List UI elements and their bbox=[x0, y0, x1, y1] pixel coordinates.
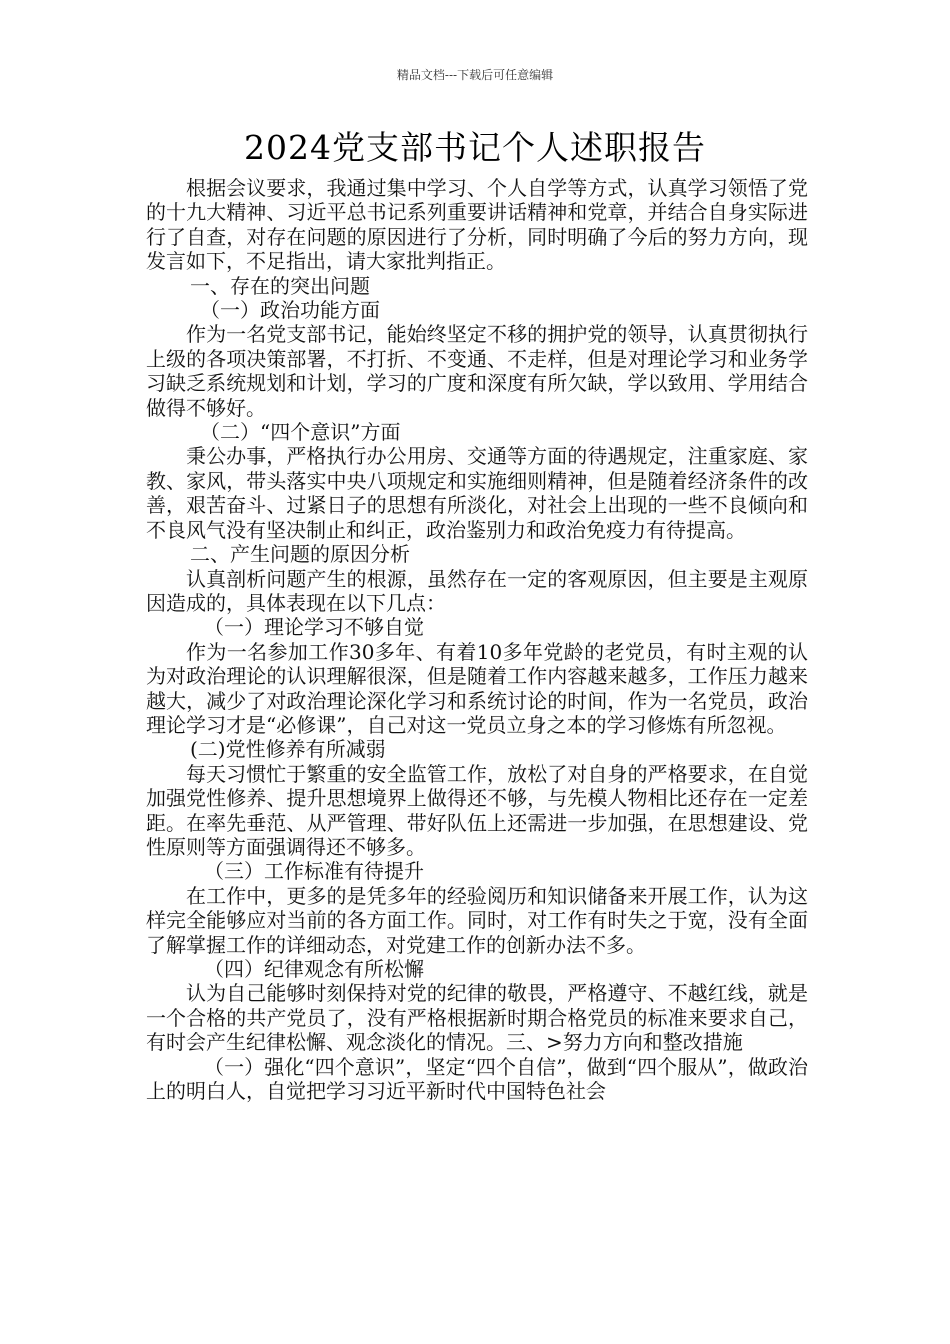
subsection-heading: （四）纪律观念有所松懈 bbox=[204, 957, 424, 981]
paragraph-intro: 根据会议要求，我通过集中学习、个人自学等方式，认真学习领悟了党的十九大精神、习近平总书记系列重要讲话精神和党章，并结合自身实际进行了自查，对存在问题的原因进行了分析，同时明确了今后的努力方向，现发言如下，不足指出，请大家批判指正。 bbox=[146, 176, 808, 274]
subsection-heading: （二）“四个意识”方面 bbox=[200, 420, 401, 445]
paragraph: 在工作中，更多的是凭多年的经验阅历和知识储备来开展工作，认为这样完全能够应对当前的各方面工作。同时，对工作有时失之于宽，没有全面了解掌握工作的详细动态，对党建工作的创新办法不多。 bbox=[146, 883, 808, 957]
paragraph: 认真剖析问题产生的根源，虽然存在一定的客观原因，但主要是主观原因造成的，具体表现在以下几点： bbox=[146, 566, 808, 615]
paragraph: 作为一名党支部书记，能始终坚定不移的拥护党的领导，认真贯彻执行上级的各项决策部署，不打折、不变通、不走样，但是对理论学习和业务学习缺乏系统规划和计划，学习的广度和深度有所欠缺，学以致用、学用结合做得不够好。 bbox=[146, 322, 808, 420]
subsection-heading: （一）理论学习不够自觉 bbox=[204, 615, 424, 640]
document-body bbox=[146, 176, 808, 1103]
paragraph: 认为自己能够时刻保持对党的纪律的敬畏，严格遵守、不越红线，就是一个合格的共产党员了，没有严格根据新时期合格党员的标准来要求自己，有时会产生纪律松懈、观念淡化的情况。三、>努力方向和整改措施 bbox=[146, 981, 808, 1055]
section-heading-2: 二、产生问题的原因分析 bbox=[190, 542, 410, 567]
subsection-heading: （一）强化“四个意识”，坚定“四个自信”，做到“四个服从”，做政治上的明白人，自觉把学习习近平新时代中国特色社会 bbox=[146, 1054, 808, 1104]
subsection-heading: （一）政治功能方面 bbox=[200, 298, 380, 323]
paragraph: 秉公办事，严格执行办公用房、交通等方面的待遇规定，注重家庭、家教、家风，带头落实中央八项规定和实施细则精神，但是随着经济条件的改善，艰苦奋斗、过紧日子的思想有所淡化，对社会上出现的一些不良倾向和不良风气没有坚决制止和纠正，政治鉴别力和政治免疫力有待提高。 bbox=[146, 444, 808, 542]
subsection-heading: （三）工作标准有待提升 bbox=[204, 859, 424, 884]
section-heading-1: 一、存在的突出问题 bbox=[190, 273, 370, 298]
paragraph: 作为一名参加工作30多年、有着10多年党龄的老党员，有时主观的认为对政治理论的认识理解很深，但是随着工作内容越来越多，工作压力越来越大，减少了对政治理论深化学习和系统讨论的时间，作为一名党员，政治理论学习才是“必修课”，自己对这一党员立身之本的学习修炼有所忽视。 bbox=[146, 639, 808, 737]
page-header-note: 精品文档---下载后可任意编辑 bbox=[396, 68, 554, 82]
subsection-heading: (二)党性修养有所减弱 bbox=[190, 737, 386, 762]
paragraph: 每天习惯忙于繁重的安全监管工作，放松了对自身的严格要求，在自觉加强党性修养、提升思想境界上做得还不够，与先模人物相比还存在一定差距。在率先垂范、从严管理、带好队伍上还需进一步加强，在思想建设、党性原则等方面强调得还不够多。 bbox=[146, 761, 808, 859]
document-title: 2024党支部书记个人述职报告 bbox=[244, 128, 706, 167]
